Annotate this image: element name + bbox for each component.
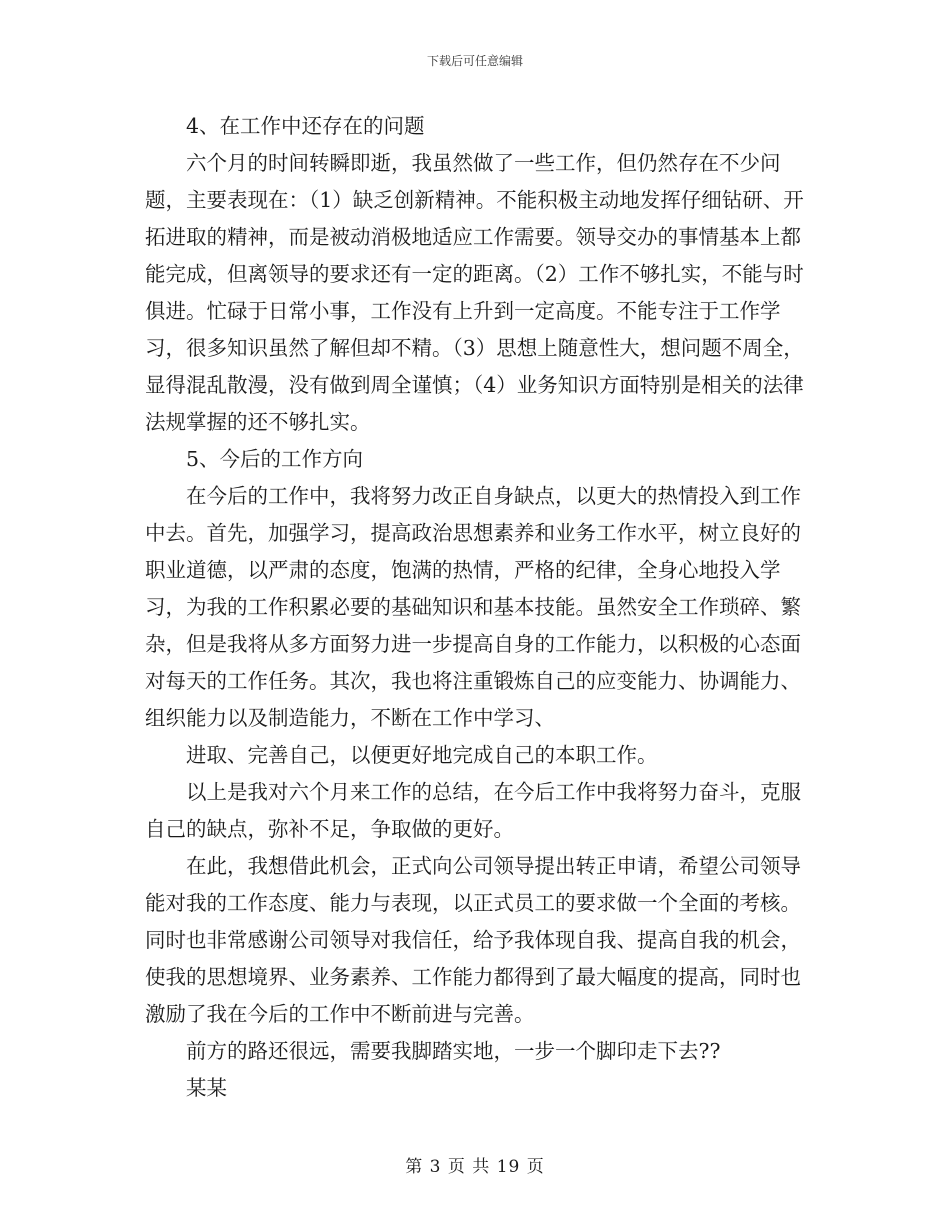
- section-heading-direction: 5、今后的工作方向: [186, 447, 364, 471]
- paragraph-summary: 以上是我对六个月来工作的总结，在今后工作中我将努力奋斗，克服自己的缺点，弥补不足，争取做的更好。: [145, 780, 801, 841]
- paragraph-problems: 六个月的时间转瞬即逝，我虽然做了一些工作，但仍然存在不少问题，主要表现在：（1）缺乏创新精神。不能积极主动地发挥仔细钻研、开拓进取的精神，而是被动消极地适应工作需要。领导交办的事情基本上都能完成，但离领导的要求还有一定的距离。（2）工作不够扎实，不能与时俱进。忙碌于日常小事，工作没有上升到一定高度。不能专注于工作学习，很多知识虽然了解但却不精。（3）思想上随意性大，想问题不周全，显得混乱散漫，没有做到周全谨慎；（4）业务知识方面特别是相关的法律法规掌握的还不够扎实。: [145, 151, 804, 434]
- paragraph-application: 在此，我想借此机会，正式向公司领导提出转正申请，希望公司领导能对我的工作态度、能力与表现，以正式员工的要求做一个全面的考核。同时也非常感谢公司领导对我信任，给予我体现自我、提高自我的机会，使我的思想境界、业务素养、工作能力都得到了最大幅度的提高，同时也激励了我在今后的工作中不断前进与完善。: [145, 854, 801, 1026]
- paragraph-direction: 在今后的工作中，我将努力改正自身缺点，以更大的热情投入到工作中去。首先，加强学习，提高政治思想素养和业务工作水平，树立良好的职业道德，以严肃的态度，饱满的热情，严格的纪律，全身心地投入学习，为我的工作积累必要的基础知识和基本技能。虽然安全工作琐碎、繁杂，但是我将从多方面努力进一步提高自身的工作能力，以积极的心态面对每天的工作任务。其次，我也将注重锻炼自己的应变能力、协调能力、组织能力以及制造能力，不断在工作中学习、: [145, 484, 801, 730]
- page-footer: 第 3 页 共 19 页: [405, 1157, 545, 1177]
- document-body: [145, 108, 817, 1107]
- paragraph-closing: 前方的路还很远，需要我脚踏实地，一步一个脚印走下去??: [186, 1039, 721, 1063]
- signature: 某某: [186, 1076, 227, 1100]
- page-header: 下载后可任意编辑: [426, 54, 523, 68]
- section-heading-problems: 4、在工作中还存在的问题: [186, 114, 425, 138]
- paragraph-direction-continued: 进取、完善自己，以便更好地完成自己的本职工作。: [186, 743, 658, 767]
